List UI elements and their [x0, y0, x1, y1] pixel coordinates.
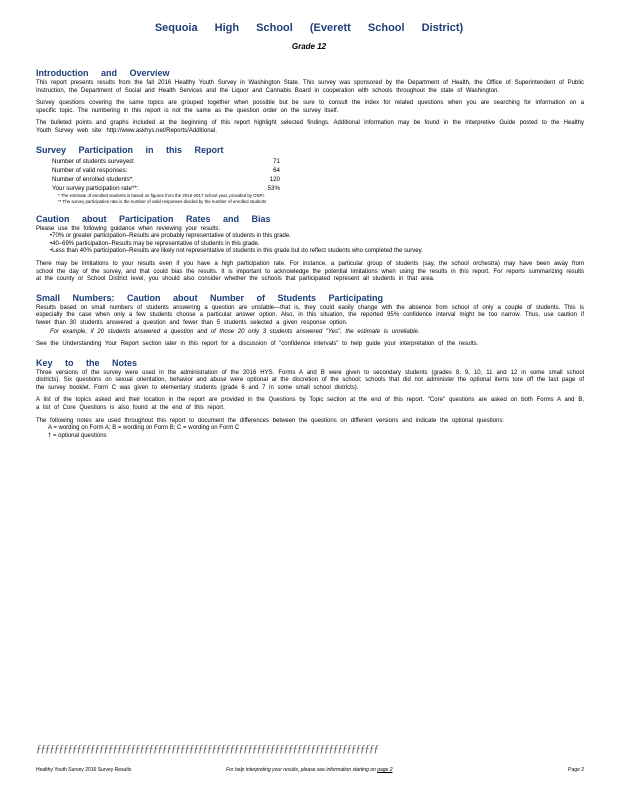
stat-label: Your survey participation rate**: — [52, 184, 139, 192]
footer-rule: ƒƒƒƒƒƒƒƒƒƒƒƒƒƒƒƒƒƒƒƒƒƒƒƒƒƒƒƒƒƒƒƒƒƒƒƒƒƒƒƒƒƒƒƒƒƒƒƒƒƒƒƒƒƒƒƒƒƒƒƒƒƒƒƒƒƒƒƒƒƒƒƒƒƒƒƒ — [36, 743, 378, 755]
participation-stats — [52, 157, 584, 193]
stat-value: 64 — [273, 166, 280, 174]
stat-row — [52, 184, 280, 193]
stat-label: Number of enrolled students*: — [52, 175, 134, 183]
stat-row — [52, 157, 280, 166]
report-content — [36, 68, 584, 449]
stat-value: 53% — [267, 184, 280, 192]
participation-section — [36, 145, 584, 205]
footer-help-text — [226, 767, 393, 773]
caution-heading: Caution about Participation Rates and Bias — [36, 213, 271, 224]
key-paragraph-3: The following notes are used throughout this report to document the differences between the questions on different versions and indicate the optional questions: — [36, 417, 505, 424]
guidance-list — [50, 233, 584, 256]
stat-row — [52, 166, 280, 175]
notes-legend — [48, 425, 584, 440]
footer-page-link[interactable]: page 2 — [377, 767, 393, 773]
small-numbers-heading: Small Numbers: Caution about Number of Students Participating — [36, 292, 384, 303]
list-item: •Less than 40% participation–Results are likely not representative of students in this grade but do reflect students who completed the survey. — [50, 248, 423, 255]
caution-intro: Please use the following guidance when reviewing your results: — [36, 225, 221, 232]
key-paragraph-2: A list of the topics asked and their location in the report are provided in the Questions by Topic section at the end of this report. "Core" questions are asked on both Forms A and B, a list of Core Questions is also found at the end of this report. — [36, 397, 584, 412]
participation-heading: Survey Participation in this Report — [36, 144, 224, 155]
optional-note: † = optional questions — [48, 432, 107, 439]
footer-help-prefix: For help interpreting your results, please see information starting on — [226, 767, 378, 773]
small-numbers-section — [36, 293, 584, 349]
key-section — [36, 358, 584, 441]
intro-paragraph-3: The bulleted points and graphs included at the beginning of this report highlight selected findings. Additional information may be found in the Interpretive Guide posted to the Healthy Youth Survey web site: http://www.askhys.net/Reports/Additional. — [36, 120, 584, 134]
form-wording-note: A = wording on Form A; B = wording on Form B; C = wording on Form C — [48, 425, 240, 432]
intro-paragraph-1: This report presents results from the fall 2016 Healthy Youth Survey in Washington State. This survey was sponsored by the Department of Health, the Office of Superintendent of Public Instruction, the Department of Social and Health Services and the Liquor and Cannabis Board in cooperation with schools throughout the state of Washington. — [36, 80, 584, 94]
intro-heading: Introduction and Overview — [36, 68, 170, 78]
stat-value: 120 — [269, 175, 280, 183]
rate-footnote: ** The survey participation rate is the number of valid responses divided by the number of enrolled students — [58, 198, 267, 204]
key-paragraph-1: Three versions of the survey were used in the administration of the 2016 HYS. Forms A and B were given to secondary students (grades 8, 9, 10, 11 and 12 in some small school districts). Six questions on sexual orientation, behavior and abuse were optional at the discretion of the school; schools that did not administer the optional items tore off the last page of the survey booklet. Form C was given to elementary students (grade 6 and 7 in some small school districts). — [36, 369, 584, 391]
list-item: •40–69% participation–Results may be representative of students in this grade. — [50, 240, 260, 247]
page-title: Sequoia High School (Everett School District) — [154, 22, 464, 34]
intro-section — [36, 68, 584, 136]
key-heading: Key to the Notes — [36, 357, 138, 368]
enrollment-footnote: * The estimate of enrolled students is based on figures from the 2016-2017 school year, provided by OSPI. — [58, 192, 265, 198]
small-numbers-paragraph-1: Results based on small numbers of students answering a question are unstable—that is, they could easily change with the absence from school of only a couple of students. This is especially the case when only a few students choose a particular answer option. Also, in this situation, the reported 95% confidence interval might be too narrow. Thus, use caution if fewer than 30 students answered a question and fewer than 5 students selected a given response option. — [36, 304, 584, 326]
page-number: Page 2 — [568, 767, 584, 773]
footer-survey-name: Healthy Youth Survey 2016 Survey Results — [36, 767, 132, 773]
stat-label: Number of valid responses: — [52, 166, 128, 174]
page-subtitle: Grade 12 — [291, 42, 327, 51]
stat-value: 71 — [273, 157, 280, 165]
list-item: •70% or greater participation–Results are probably representative of students in this grade. — [50, 233, 291, 240]
caution-section — [36, 214, 584, 284]
stat-label: Number of students surveyed: — [52, 157, 135, 165]
caution-paragraph: There may be limitations to your results even if you have a high participation rate. For instance, a particular group of students (say, the school orchestra) may have been away from school the day of the survey, and that could bias the results. It is important to acknowledge the potential limitations when using the results in this report. For reports summarizing results at the county or School District level, you should also consider whether the schools that participated represent all students in that area. — [36, 260, 584, 283]
small-numbers-paragraph-2: See the Understanding Your Report section later in this report for a discussion of "confidence intervals" to help guide your interpretation of the results. — [36, 341, 479, 348]
small-numbers-example: For example, if 20 students answered a question and of those 20 only 3 students answered "Yes", the estimate is unreliable. — [50, 328, 420, 335]
stat-row — [52, 175, 280, 184]
intro-paragraph-2: Survey questions covering the same topics are grouped together when possible but be sure to consult the index for related questions when you are searching for information on a specific topic. The numbering in this report is not the same as the question order on the survey itself. — [36, 100, 584, 114]
